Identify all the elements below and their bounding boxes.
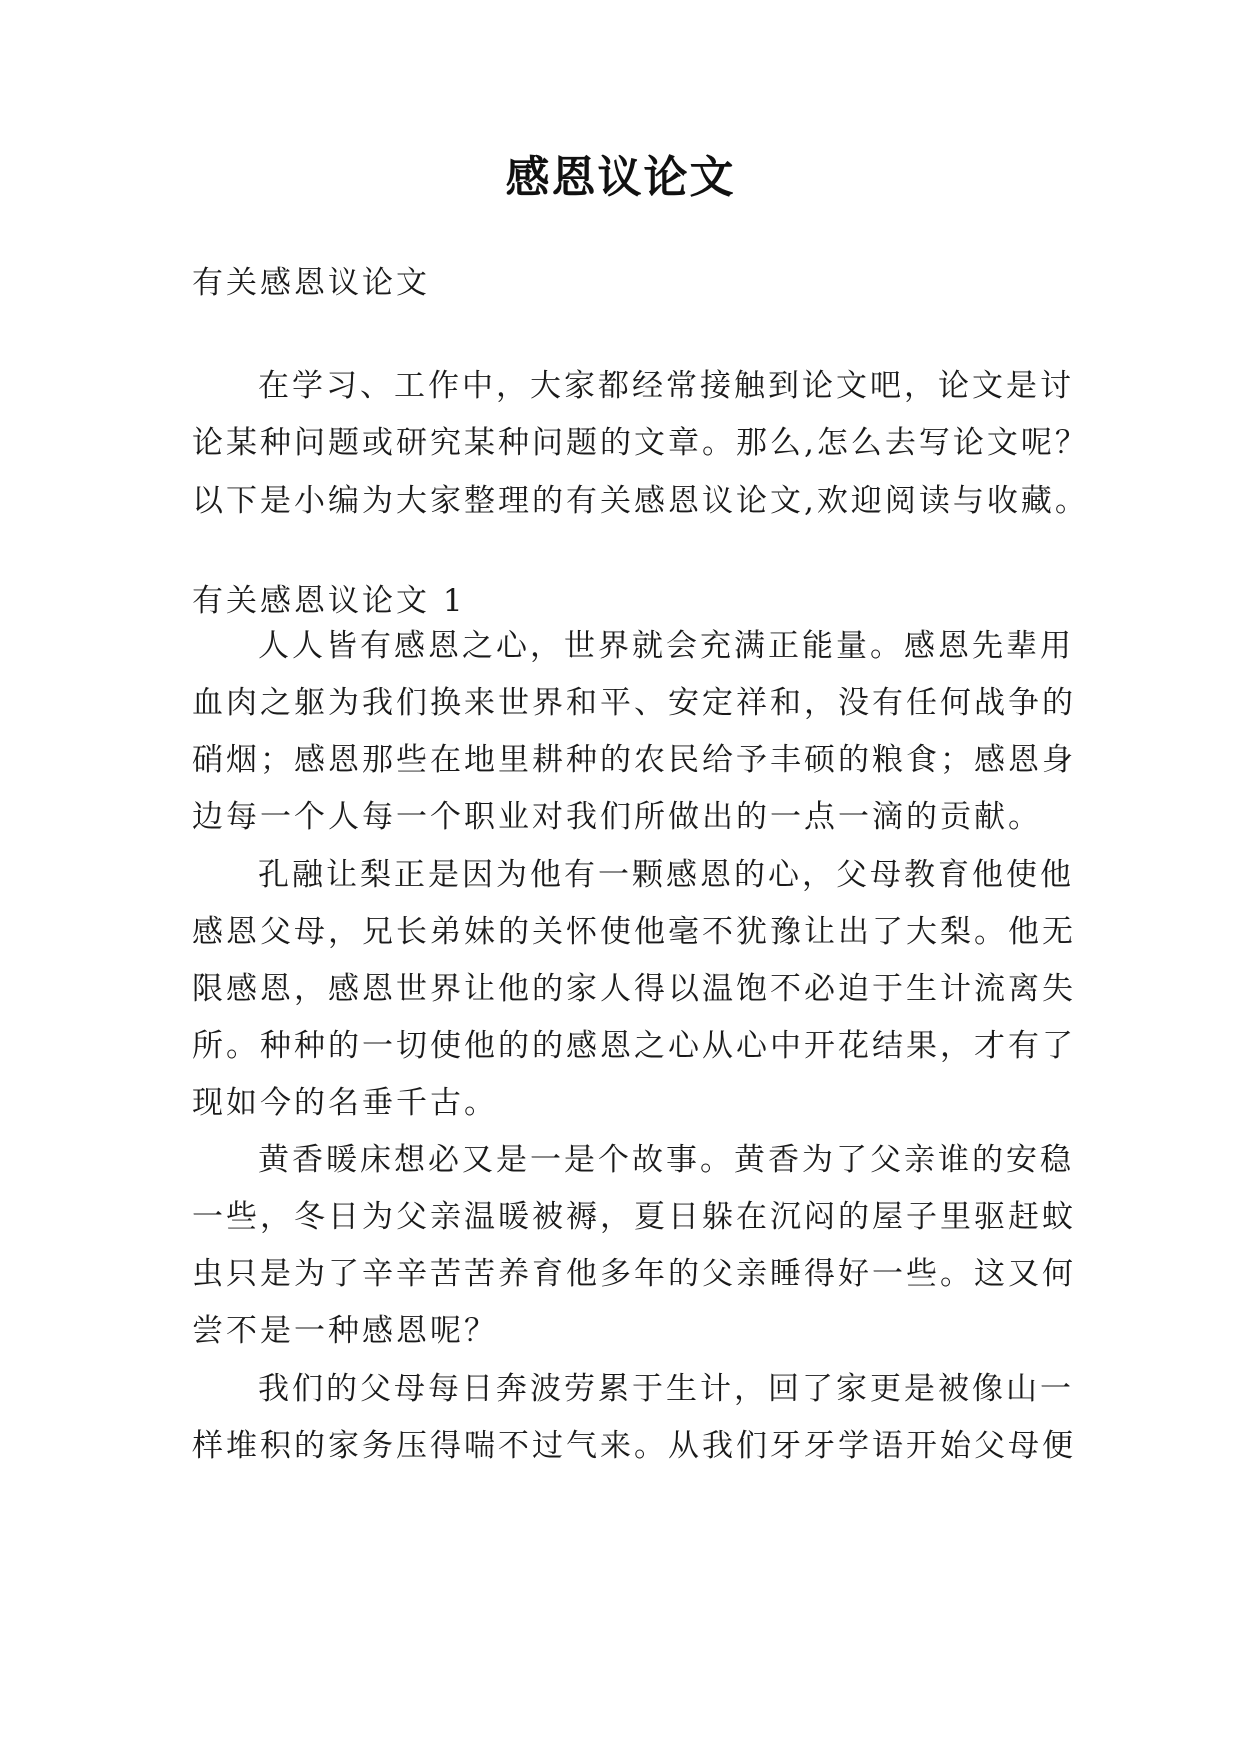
body-line: 边每一个人每一个职业对我们所做出的一点一滴的贡献。 <box>192 799 1042 835</box>
body-line: 现如今的名垂千古。 <box>192 1085 498 1121</box>
document-title: 感恩议论文 <box>505 152 736 203</box>
document-subtitle: 有关感恩议论文 <box>192 265 430 301</box>
section-heading: 有关感恩议论文 1 <box>192 583 466 619</box>
body-line: 硝烟；感恩那些在地里耕种的农民给予丰硕的粮食；感恩身 <box>192 742 1076 778</box>
body-line: 一些，冬日为父亲温暖被褥，夏日躲在沉闷的屋子里驱赶蚊 <box>192 1199 1076 1235</box>
intro-line: 在学习、工作中，大家都经常接触到论文吧，论文是讨 <box>258 368 1074 404</box>
body-line: 我们的父母每日奔波劳累于生计，回了家更是被像山一 <box>258 1371 1074 1407</box>
body-line: 人人皆有感恩之心，世界就会充满正能量。感恩先辈用 <box>258 628 1074 664</box>
body-line: 所。种种的一切使他的的感恩之心从心中开花结果，才有了 <box>192 1028 1076 1064</box>
body-line: 样堆积的家务压得喘不过气来。从我们牙牙学语开始父母便 <box>192 1428 1076 1464</box>
body-line: 感恩父母，兄长弟妹的关怀使他毫不犹豫让出了大梨。他无 <box>192 914 1076 950</box>
body-line: 虫只是为了辛辛苦苦养育他多年的父亲睡得好一些。这又何 <box>192 1256 1076 1292</box>
body-line: 孔融让梨正是因为他有一颗感恩的心，父母教育他使他 <box>258 857 1074 893</box>
body-line: 限感恩，感恩世界让他的家人得以温饱不必迫于生计流离失 <box>192 971 1076 1007</box>
body-line: 黄香暖床想必又是一是个故事。黄香为了父亲谁的安稳 <box>258 1142 1074 1178</box>
intro-line: 论某种问题或研究某种问题的文章。那么,怎么去写论文呢？ <box>192 425 1089 461</box>
body-line: 血肉之躯为我们换来世界和平、安定祥和，没有任何战争的 <box>192 685 1076 721</box>
intro-line: 以下是小编为大家整理的有关感恩议论文,欢迎阅读与收藏。 <box>192 483 1089 519</box>
body-line: 尝不是一种感恩呢？ <box>192 1313 498 1349</box>
